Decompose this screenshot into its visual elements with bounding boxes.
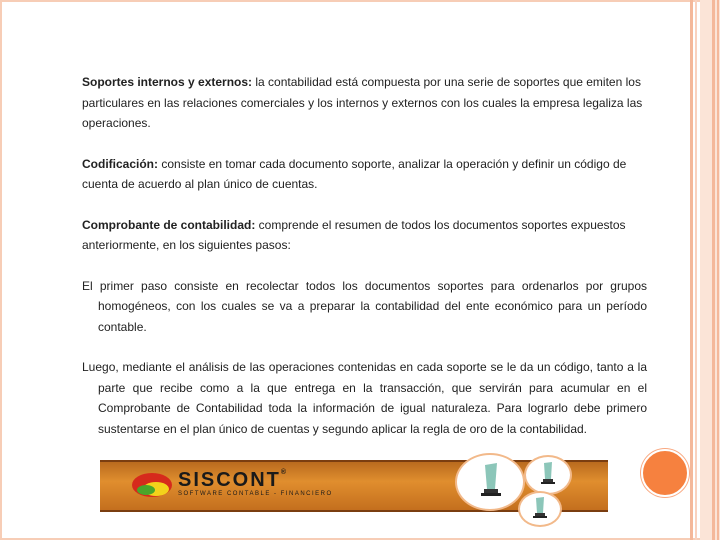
- paragraph-comprobante: [82, 215, 647, 256]
- paragraph-soportes: [82, 72, 647, 134]
- right-decor-line-3: [712, 0, 715, 540]
- paragraph-heading: Soportes internos y externos:: [82, 75, 253, 89]
- brand-tagline: SOFTWARE CONTABLE - FINANCIERO: [178, 491, 333, 497]
- right-decor-line-1: [690, 0, 693, 540]
- trademark-mark: ®: [280, 469, 289, 476]
- right-decor-line-2: [695, 0, 697, 540]
- paragraph-heading: Codificación:: [82, 156, 159, 171]
- slide-body: [82, 72, 647, 459]
- paragraph-codificacion: [82, 154, 647, 195]
- award-badge-large: [455, 453, 525, 511]
- siscont-logo-icon: [130, 470, 175, 500]
- paragraph-text: la contabilidad está compuesta por una serie de soportes que emiten los particulares en las relaciones comerciales y los internos y externos con los cuales la empresa legaliza las operaciones.: [82, 75, 643, 130]
- right-decor-line-4: [717, 0, 719, 540]
- trophy-icon: [457, 455, 523, 509]
- paragraph-heading: Comprobante de contabilidad:: [82, 217, 256, 232]
- step-1: El primer paso consiste en recolectar todos los documentos soportes para ordenarlos por grupos homogéneos, con los cuales se va a preparar la contabilidad del ente económico para un período contable.: [82, 278, 647, 334]
- trophy-icon: [520, 493, 560, 525]
- orange-circle-ornament: [641, 449, 689, 497]
- slide-frame-top: [0, 0, 720, 2]
- brand-name: SISCONT®: [178, 469, 289, 491]
- step-2: Luego, mediante el análisis de las operaciones contenidas en cada soporte se le da un código, tanto a la parte que recibe como a la que entrega en la transacción, que servirán para acumular en el Comprobante de Contabilidad toda la información de igual naturaleza. Para lograrlo debe primero sustentarse en el plan único de cuentas y segundo aplicar la regla de oro de la contabilidad.: [82, 360, 647, 436]
- trophy-icon: [526, 457, 570, 493]
- award-badge-top: [524, 455, 572, 495]
- paragraph-text: consiste en tomar cada documento soporte, analizar la operación y definir un código de cuenta de acuerdo al plan único de cuentas.: [82, 156, 627, 191]
- slide-frame-left: [0, 0, 2, 540]
- award-badge-bottom: [518, 491, 562, 527]
- paragraph-text: comprende el resumen de todos los documentos soportes expuestos anteriormente, en los siguientes pasos:: [82, 217, 626, 252]
